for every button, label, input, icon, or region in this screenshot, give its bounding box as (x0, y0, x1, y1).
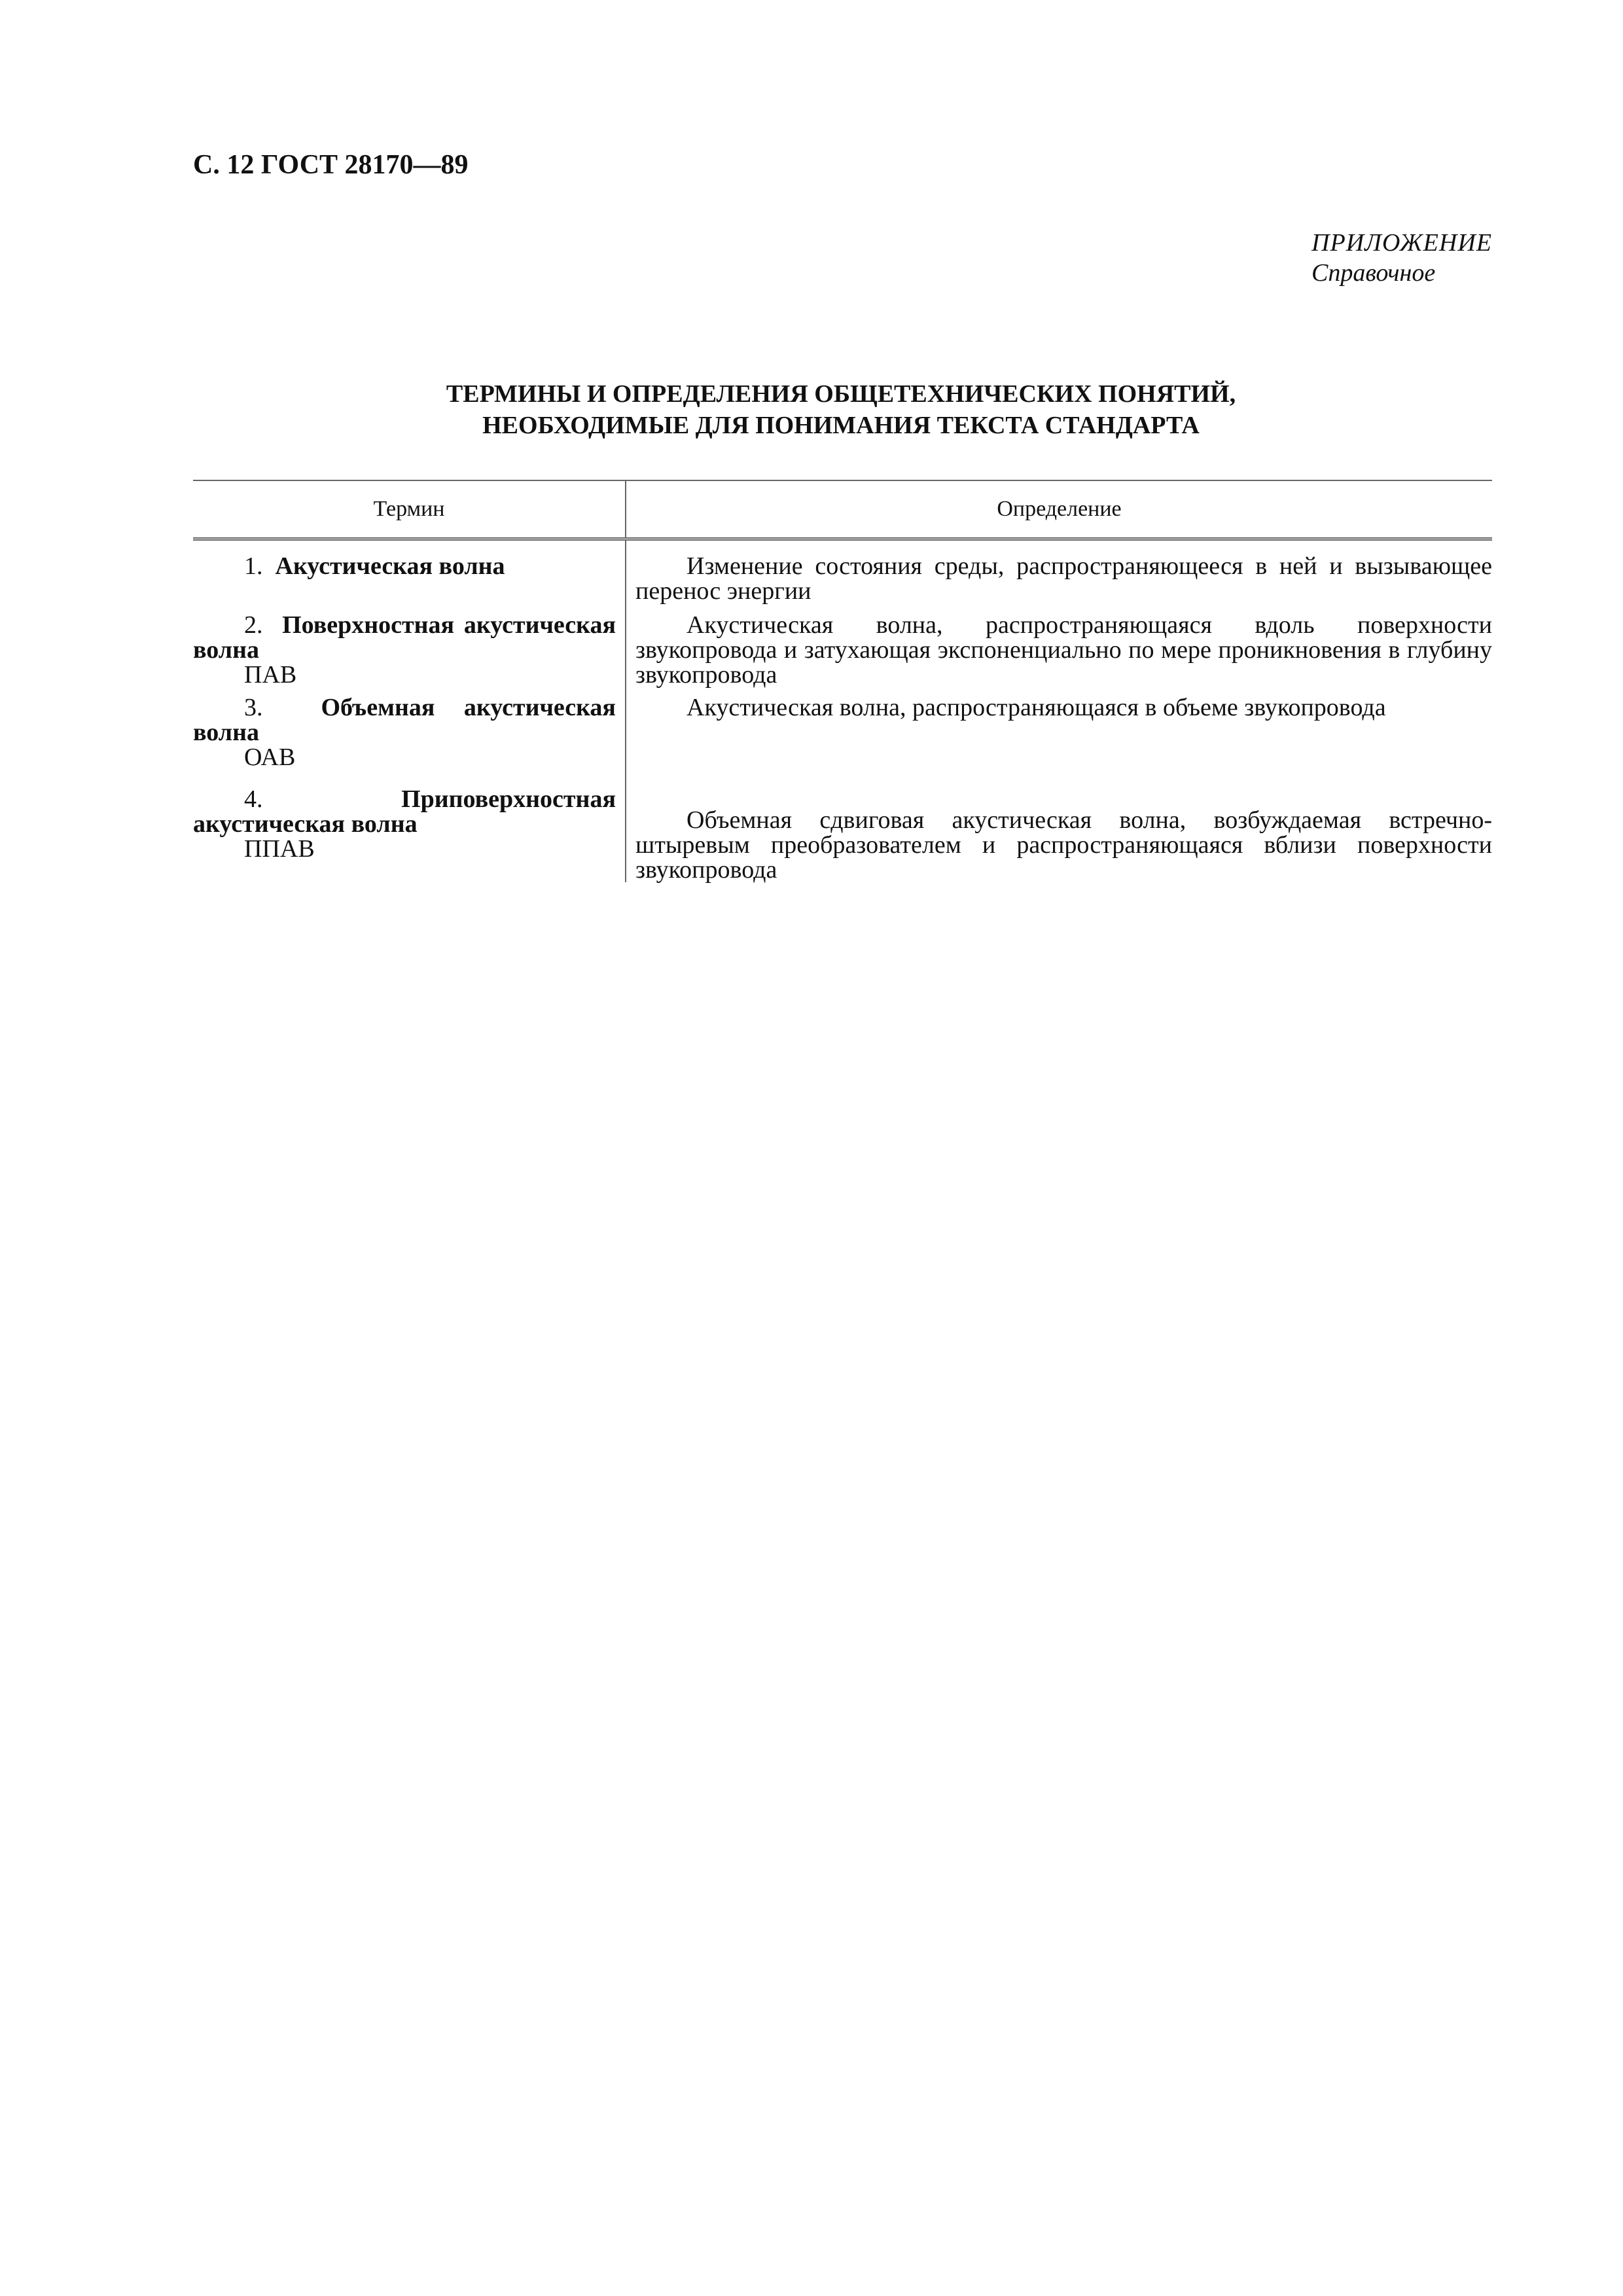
definition-cell (626, 687, 1492, 770)
table-header-row (193, 480, 1492, 539)
table-row (193, 770, 1492, 882)
term-text (193, 554, 616, 579)
term-name: Акустическая волна (275, 552, 505, 580)
term-text (193, 613, 616, 662)
term-abbreviation: ППАВ (244, 835, 315, 863)
term-cell (193, 539, 626, 604)
section-title-line-1: ТЕРМИНЫ И ОПРЕДЕЛЕНИЯ ОБЩЕТЕХНИЧЕСКИХ ПОНЯТИЙ, (446, 380, 1236, 408)
definition-cell (626, 770, 1492, 882)
column-header-term: Термин (193, 480, 626, 539)
table-row (193, 603, 1492, 687)
term-number: 1. (244, 552, 263, 580)
definition-cell (626, 539, 1492, 604)
definition-text: Объемная сдвиговая акустическая волна, возбуждаемая встречно-штыревым преобразователем и распространяющаяся вблизи поверхности звукопровода (635, 806, 1492, 884)
term-abbreviation: ОАВ (244, 744, 296, 771)
term-text (193, 787, 616, 836)
definition-text: Акустическая волна, распространяющаяся в объеме звукопровода (687, 694, 1386, 721)
term-cell (193, 603, 626, 687)
term-name: Поверхностная акустическая волна (193, 611, 616, 664)
appendix-type: Справочное (1311, 259, 1436, 287)
section-title-line-2: НЕОБХОДИМЫЕ ДЛЯ ПОНИМАНИЯ ТЕКСТА СТАНДАРТА (482, 412, 1200, 439)
definition-text: Изменение состояния среды, распространяющееся в ней и вызывающее перенос энергии (635, 552, 1492, 605)
section-title (0, 378, 1623, 441)
definition-text: Акустическая волна, распространяющаяся вдоль поверхности звукопровода и затухающая экспоненциально по мере проникновения в глубину звукопровода (635, 611, 1492, 689)
table-row (193, 687, 1492, 770)
definition-cell (626, 603, 1492, 687)
term-name: Приповерхностная акустическая волна (193, 785, 616, 838)
term-number: 2. (244, 611, 263, 639)
page-header: С. 12 ГОСТ 28170—89 (193, 150, 469, 180)
term-number: 3. (244, 694, 263, 721)
term-text (193, 695, 616, 745)
appendix-label: ПРИЛОЖЕНИЕ (1311, 229, 1492, 257)
column-header-definition: Определение (626, 480, 1492, 539)
terms-table (193, 480, 1492, 882)
term-cell (193, 770, 626, 882)
term-number: 4. (244, 785, 263, 813)
term-abbreviation: ПАВ (244, 661, 297, 689)
table-row (193, 539, 1492, 604)
appendix-block (1311, 228, 1492, 288)
term-cell (193, 687, 626, 770)
term-name: Объемная акустическая волна (193, 694, 616, 746)
